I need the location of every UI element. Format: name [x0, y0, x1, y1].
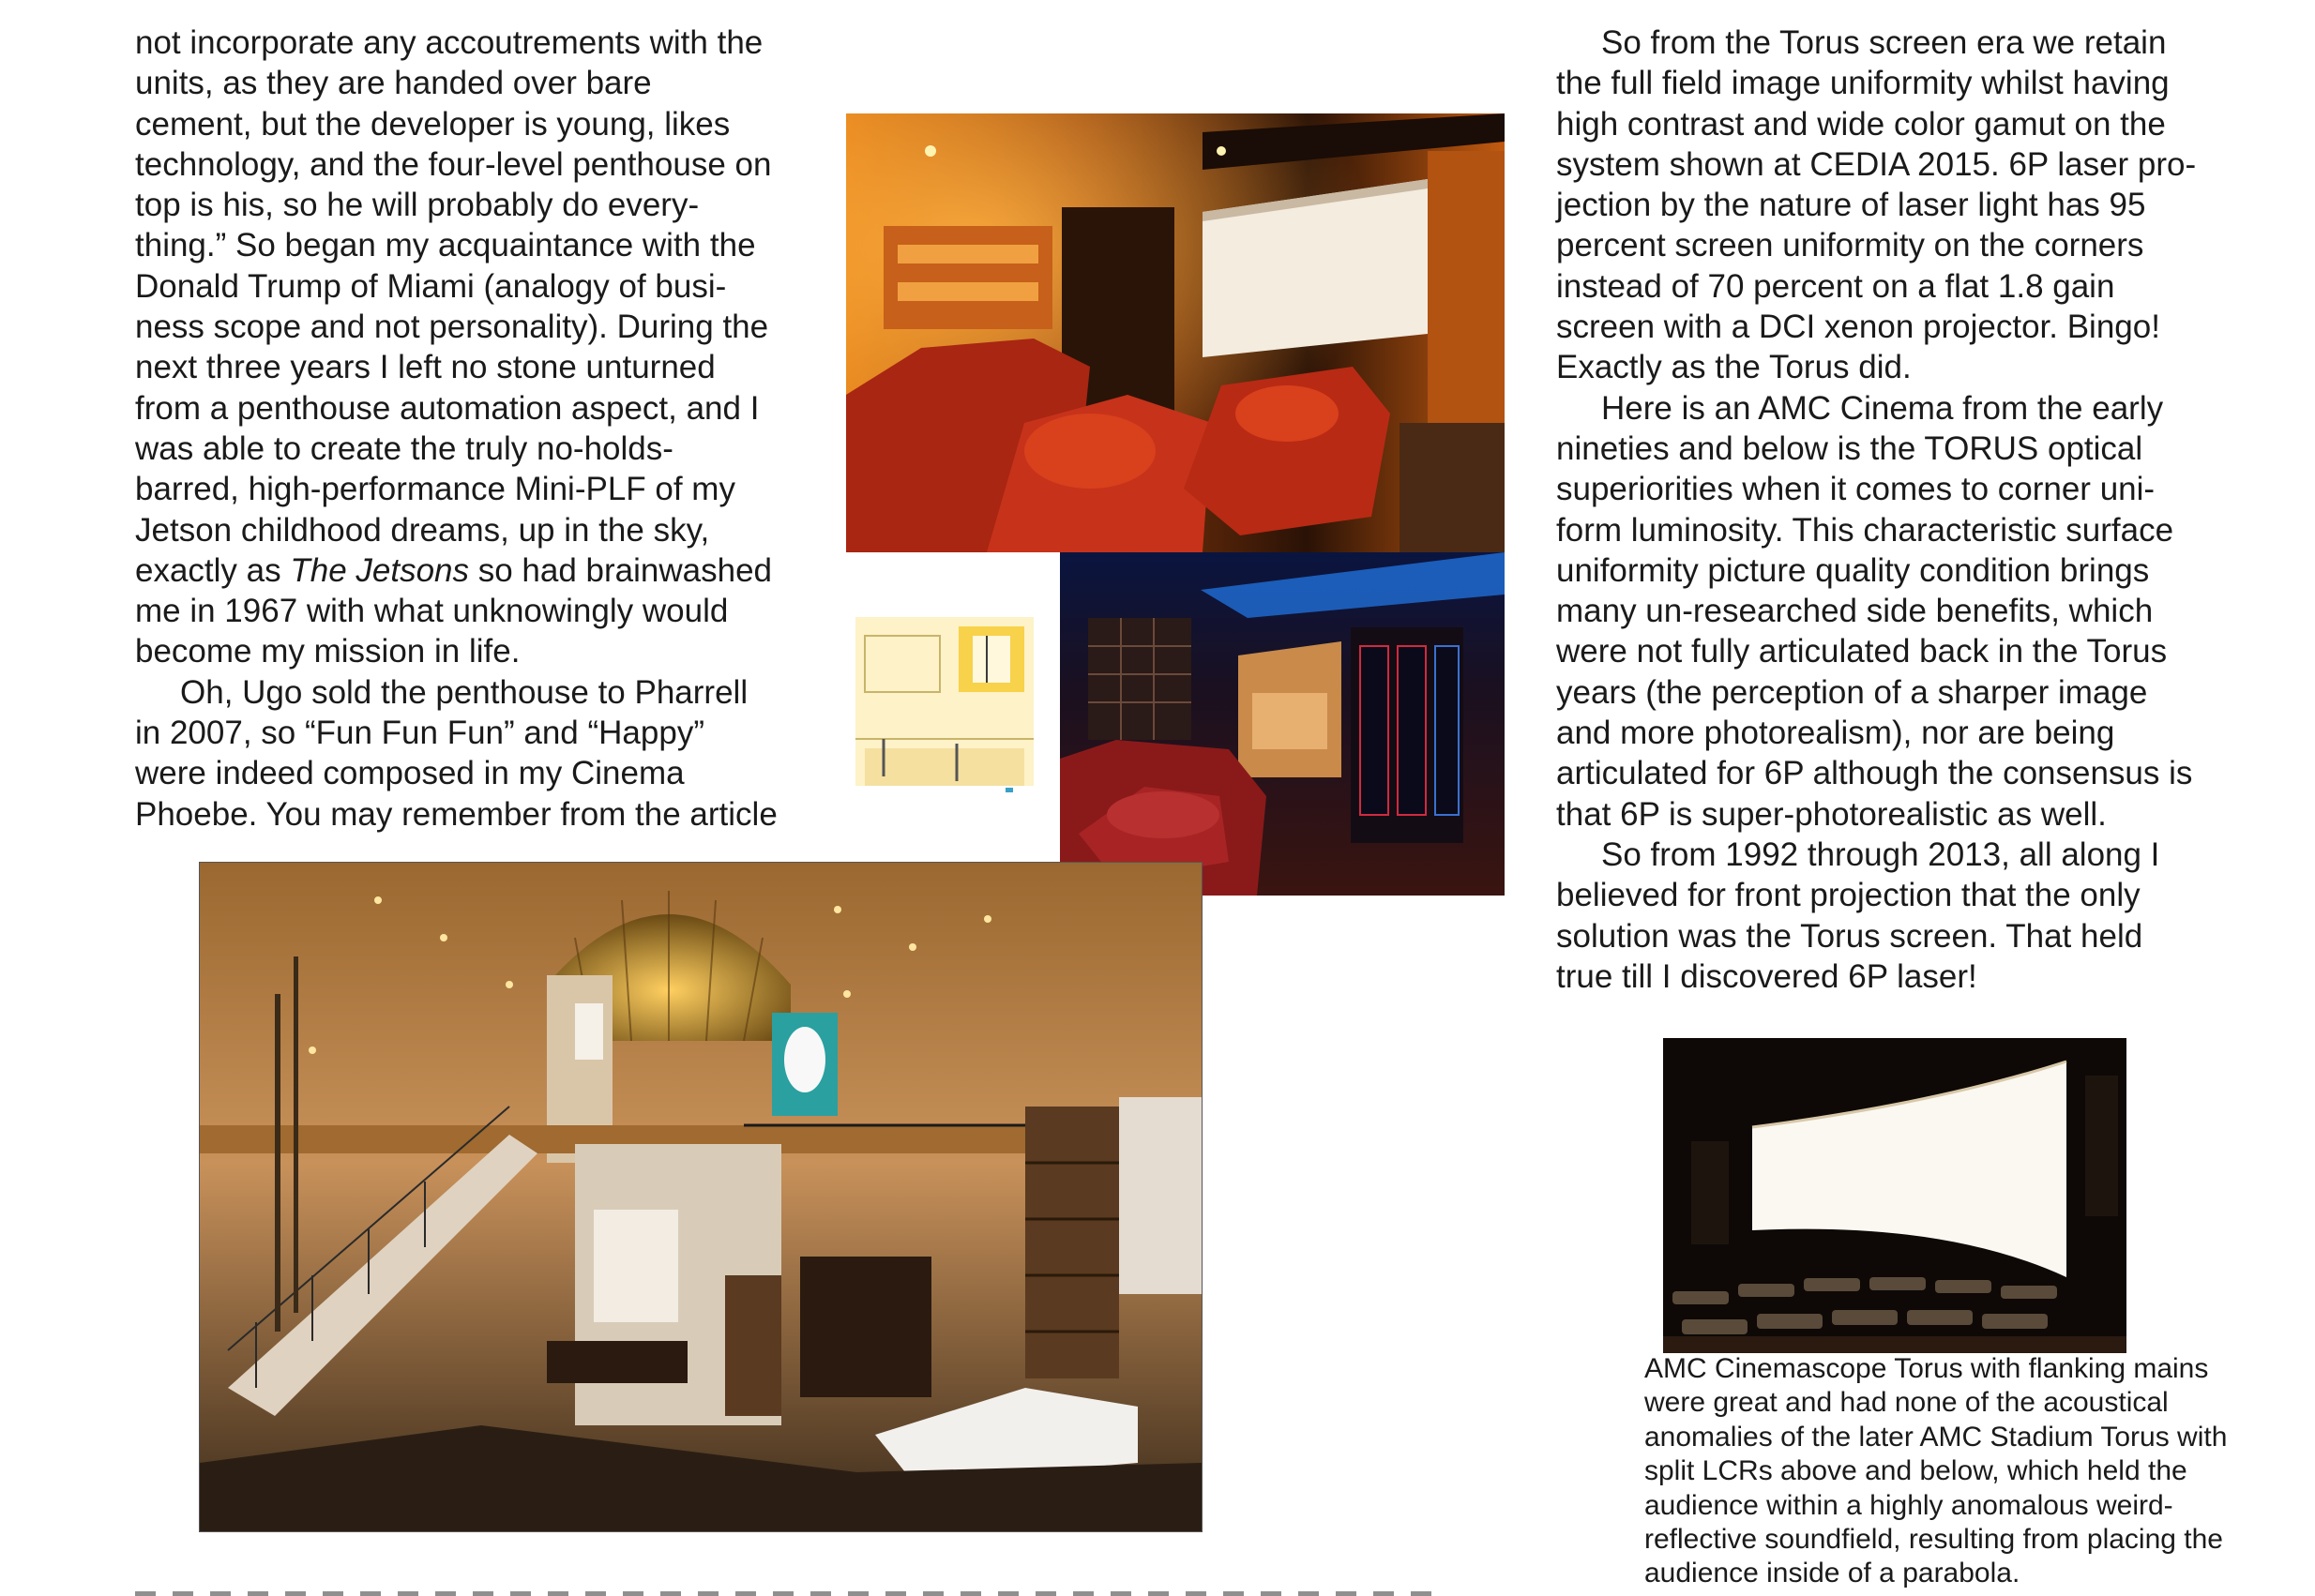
- text-line: units, as they are handed over bare: [135, 65, 652, 102]
- text-line: many un-researched side benefits, which: [1556, 593, 2154, 630]
- text-line: believed for front projection that the only: [1556, 877, 2141, 914]
- caption-line: reflective soundfield, resulting from placing the: [1644, 1524, 2223, 1556]
- text-line: So from the Torus screen era we retain: [1601, 24, 2167, 61]
- jetsons-line: [135, 550, 792, 591]
- penthouse-living-room-photo: [199, 862, 1203, 1532]
- caption-line: AMC Cinemascope Torus with flanking mains: [1644, 1353, 2209, 1384]
- text-line: So from 1992 through 2013, all along I: [1601, 836, 2160, 873]
- text-line: thing.” So began my acquaintance with the: [135, 227, 756, 264]
- text-line: me in 1967 with what unknowingly would: [135, 593, 729, 630]
- text-line: form luminosity. This characteristic surface: [1556, 511, 2174, 549]
- jetsons-title: The Jetsons: [290, 551, 470, 589]
- caption-line: audience within a highly anomalous weird-: [1644, 1489, 2173, 1521]
- media-room-photo: [1060, 552, 1505, 896]
- text-line: Here is an AMC Cinema from the early: [1601, 389, 2164, 427]
- text-line: was able to create the truly no-holds-: [135, 429, 673, 467]
- text-line: nineties and below is the TORUS optical: [1556, 429, 2143, 467]
- text-line: Jetson childhood dreams, up in the sky,: [135, 511, 710, 549]
- text-line: that 6P is super-photorealistic as well.: [1556, 795, 2107, 833]
- text-line: jection by the nature of laser light has 95: [1556, 187, 2146, 224]
- text-line: ness scope and not personality). During the: [135, 309, 769, 346]
- text-line: uniformity picture quality condition brings: [1556, 551, 2150, 589]
- text-line: cement, but the developer is young, likes: [135, 105, 731, 143]
- amc-torus-auditorium-photo: [1663, 1038, 2126, 1353]
- text-line: superiorities when it comes to corner uni-: [1556, 471, 2156, 508]
- right-text-column: [1556, 23, 2232, 997]
- text-line: percent screen uniformity on the corners: [1556, 227, 2144, 264]
- home-theater-photo: [846, 113, 1505, 552]
- left-text-column: [135, 23, 792, 835]
- text-line: high contrast and wide color gamut on the: [1556, 105, 2166, 143]
- photo-caption: [1644, 1352, 2263, 1591]
- jetsons-before: exactly as: [135, 551, 291, 589]
- text-line: Exactly as the Torus did.: [1556, 349, 1912, 386]
- caption-line: anomalies of the later AMC Stadium Torus with: [1644, 1421, 2228, 1453]
- text-line: next three years I left no stone unturned: [135, 349, 716, 386]
- text-line: were indeed composed in my Cinema: [135, 755, 685, 792]
- text-line: become my mission in life.: [135, 633, 521, 670]
- text-line: true till I discovered 6P laser!: [1556, 957, 1977, 995]
- text-line: screen with a DCI xenon projector. Bingo!: [1556, 309, 2160, 346]
- text-line: years (the perception of a sharper image: [1556, 673, 2148, 711]
- text-line: technology, and the four-level penthouse on: [135, 145, 772, 183]
- text-line: in 2007, so “Fun Fun Fun” and “Happy”: [135, 715, 704, 752]
- text-line: and more photorealism), nor are being: [1556, 715, 2115, 752]
- text-line: Oh, Ugo sold the penthouse to Pharrell: [180, 673, 749, 711]
- text-line: Phoebe. You may remember from the article: [135, 795, 778, 833]
- jetsons-after: so had brainwashed: [469, 551, 773, 589]
- caption-line: were great and had none of the acoustical: [1644, 1387, 2169, 1419]
- text-line: the full field image uniformity whilst having: [1556, 65, 2170, 102]
- text-line: were not fully articulated back in the Torus: [1556, 633, 2168, 670]
- text-line: not incorporate any accoutrements with the: [135, 24, 764, 61]
- caption-line: audience inside of a parabola.: [1644, 1558, 2020, 1589]
- cut-off-text-line: [135, 1591, 1448, 1596]
- floor-plan-sketch: [846, 608, 1043, 795]
- text-line: system shown at CEDIA 2015. 6P laser pro-: [1556, 145, 2197, 183]
- text-line: top is his, so he will probably do every-: [135, 187, 700, 224]
- text-line: solution was the Torus screen. That held: [1556, 917, 2143, 955]
- text-line: Donald Trump of Miami (analogy of busi-: [135, 267, 727, 305]
- text-line: barred, high-performance Mini-PLF of my: [135, 471, 735, 508]
- text-line: instead of 70 percent on a flat 1.8 gain: [1556, 267, 2115, 305]
- caption-line: split LCRs above and below, which held the: [1644, 1455, 2187, 1487]
- text-line: from a penthouse automation aspect, and I: [135, 389, 760, 427]
- text-line: articulated for 6P although the consensus is: [1556, 755, 2193, 792]
